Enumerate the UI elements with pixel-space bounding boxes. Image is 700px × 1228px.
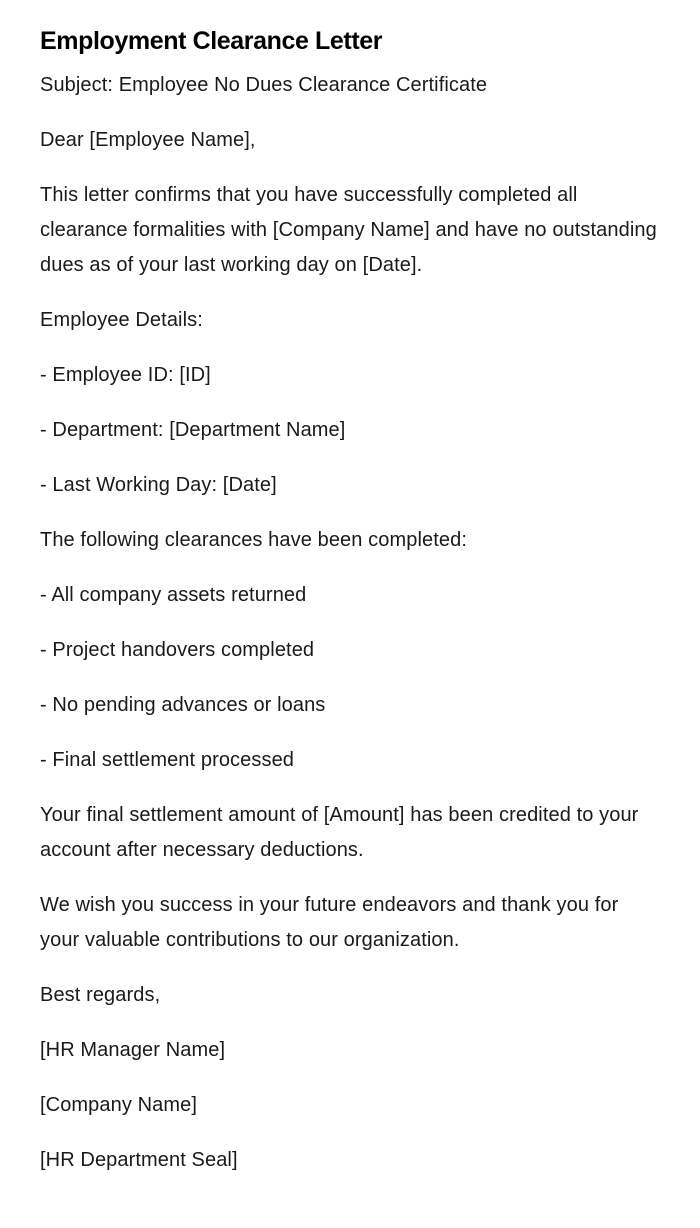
letter-salutation: Dear [Employee Name],	[40, 129, 256, 151]
department-seal: [HR Department Seal]	[40, 1149, 238, 1171]
detail-last-working-day: - Last Working Day: [Date]	[40, 474, 277, 496]
letter-title: Employment Clearance Letter	[40, 27, 383, 55]
detail-department: - Department: [Department Name]	[40, 419, 346, 441]
settlement-paragraph: Your final settlement amount of [Amount] has been credited to your account after necessary deductions.	[40, 804, 639, 861]
signatory-company: [Company Name]	[40, 1094, 198, 1116]
clearance-advances: - No pending advances or loans	[40, 694, 326, 716]
letter-signoff: Best regards,	[40, 984, 161, 1006]
detail-employee-id: - Employee ID: [ID]	[40, 364, 211, 386]
signatory-name: [HR Manager Name]	[40, 1039, 226, 1061]
closing-wish-paragraph: We wish you success in your future endeavors and thank you for your valuable contributions to our organization.	[40, 894, 619, 951]
clearance-handovers: - Project handovers completed	[40, 639, 315, 661]
letter-subject: Subject: Employee No Dues Clearance Certificate	[40, 74, 488, 96]
details-heading: Employee Details:	[40, 309, 203, 331]
letter-intro: This letter confirms that you have successfully completed all clearance formalities with [Company Name] and have no outstanding dues as of your last working day on [Date].	[40, 184, 657, 276]
clearances-heading: The following clearances have been completed:	[40, 529, 467, 551]
clearance-settlement: - Final settlement processed	[40, 749, 295, 771]
clearance-assets: - All company assets returned	[40, 584, 307, 606]
